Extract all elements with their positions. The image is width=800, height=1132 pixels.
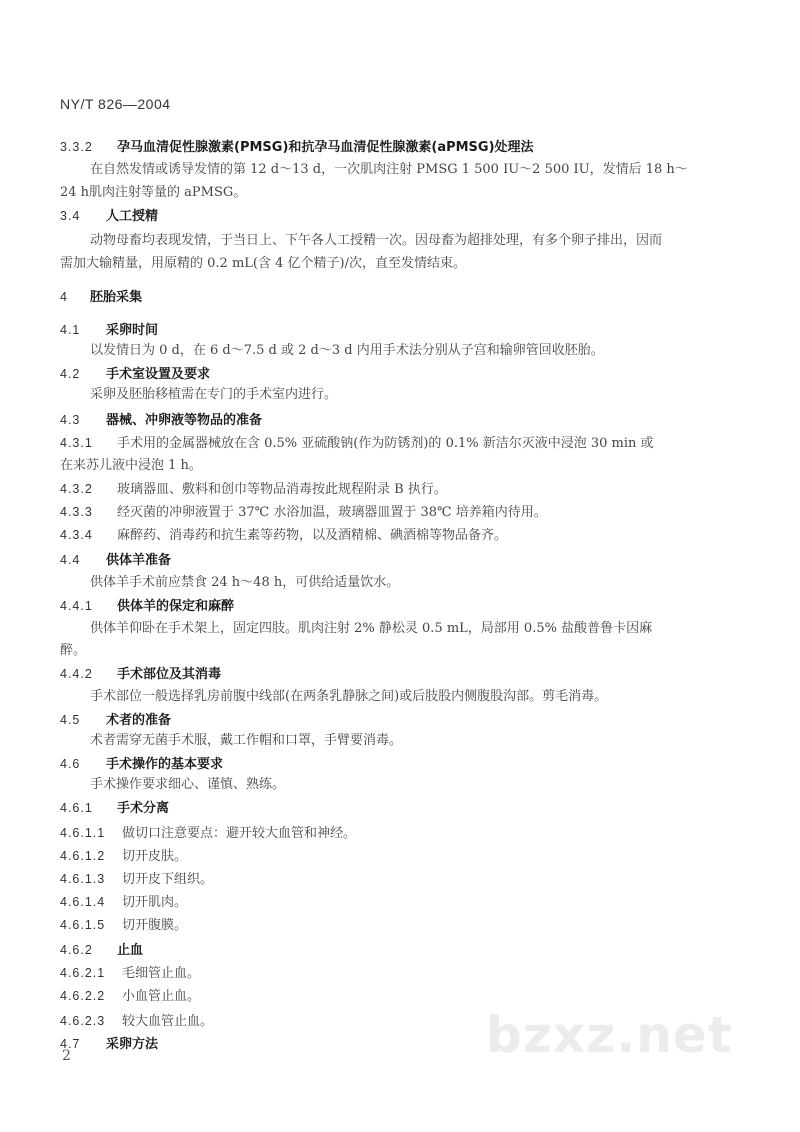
numbered-clause [60, 868, 750, 891]
section-number: 4.2 [60, 367, 81, 381]
section-heading [60, 136, 750, 159]
clause-number: 4.6.1.1 [60, 826, 106, 840]
numbered-clause [60, 845, 750, 868]
standard-code: NY/T 826—2004 [60, 96, 171, 112]
numbered-clause [60, 891, 750, 914]
section-heading [60, 363, 750, 386]
section-number: 4.6.2 [60, 943, 93, 957]
clause-text: 切开皮肤。 [122, 849, 188, 864]
numbered-clause [60, 822, 750, 845]
clause-text: 切开肌肉。 [122, 895, 188, 910]
numbered-clause [60, 478, 750, 501]
paragraph-continuation: 24 h肌肉注射等量的 aPMSG。 [60, 185, 247, 200]
section-heading [60, 595, 750, 618]
section-title: 手术分离 [117, 801, 170, 816]
paragraph-line: 术者需穿无菌手术服，戴工作帽和口罩，手臂要消毒。 [90, 733, 403, 748]
section-heading [60, 205, 750, 228]
paragraph-line: 手术操作要求细心、谨慎、熟练。 [90, 777, 286, 792]
section-title: 供体羊准备 [106, 553, 172, 568]
clause-text: 麻醉药、消毒药和抗生素等药物，以及酒精棉、碘酒棉等物品备齐。 [117, 528, 508, 543]
section-number: 4.4 [60, 553, 81, 567]
section-number: 4.3 [60, 413, 81, 427]
section-heading [60, 286, 750, 309]
section-title: 手术室设置及要求 [106, 367, 211, 382]
clause-text: 毛细管止血。 [122, 966, 201, 981]
clause-text: 切开皮下组织。 [122, 872, 214, 887]
clause-text: 小血管止血。 [122, 989, 201, 1004]
clause-number: 4.6.1.5 [60, 918, 106, 932]
paragraph-line: 在自然发情或诱导发情的第 12 d～13 d，一次肌肉注射 PMSG 1 500 IU～2 500 IU，发情后 18 h～ [90, 162, 688, 177]
section-heading [60, 939, 750, 962]
clause-text: 手术用的金属器械放在含 0.5% 亚硫酸钠(作为防锈剂)的 0.1% 新洁尔灭液中浸泡 30 min 或 [117, 436, 654, 451]
clause-number: 4.6.2.2 [60, 989, 106, 1003]
clause-text: 玻璃器皿、敷料和创巾等物品消毒按此规程附录 B 执行。 [117, 482, 447, 497]
clause-number: 4.3.4 [60, 528, 93, 542]
clause-number: 4.6.1.4 [60, 895, 106, 909]
clause-number: 4.3.3 [60, 505, 93, 519]
paragraph-continuation: 在来苏儿液中浸泡 1 h。 [60, 458, 202, 473]
clause-text: 较大血管止血。 [122, 1014, 214, 1029]
numbered-clause [60, 914, 750, 937]
watermark: bzxz.net [486, 1006, 733, 1064]
section-title: 术者的准备 [106, 713, 172, 728]
section-title: 胚胎采集 [90, 290, 143, 305]
clause-text: 经灭菌的冲卵液置于 37℃ 水浴加温，玻璃器皿置于 38℃ 培养箱内待用。 [117, 505, 547, 520]
section-heading [60, 753, 750, 776]
paragraph-line: 手术部位一般选择乳房前腹中线部(在两条乳静脉之间)或后肢股内侧腹股沟部。剪毛消毒。 [90, 689, 608, 704]
paragraph-continuation: 需加大输精量，用原精的 0.2 mL(含 4 亿个精子)/次，直至发情结束。 [60, 256, 466, 271]
clause-text: 切开腹膜。 [122, 918, 188, 933]
section-number: 4.7 [60, 1037, 81, 1051]
clause-number: 4.6.1.3 [60, 872, 106, 886]
section-title: 供体羊的保定和麻醉 [117, 599, 235, 614]
section-heading [60, 409, 750, 432]
numbered-clause [60, 962, 750, 985]
page-number: 2 [62, 1048, 71, 1064]
section-title: 手术部位及其消毒 [117, 667, 222, 682]
section-title: 器械、冲卵液等物品的准备 [106, 413, 263, 428]
numbered-clause [60, 501, 750, 524]
section-number: 4.4.1 [60, 599, 93, 613]
section-number: 4.6 [60, 757, 81, 771]
section-number: 4.4.2 [60, 667, 93, 681]
clause-number: 4.6.1.2 [60, 849, 106, 863]
section-heading [60, 709, 750, 732]
section-number: 3.3.2 [60, 140, 93, 154]
numbered-clause [60, 985, 750, 1008]
section-heading [60, 663, 750, 686]
section-title: 采卵方法 [106, 1037, 159, 1052]
clause-number: 4.6.2.3 [60, 1014, 106, 1028]
section-heading [60, 797, 750, 820]
section-number: 4.1 [60, 323, 81, 337]
paragraph-continuation: 醉。 [60, 643, 87, 658]
section-title: 手术操作的基本要求 [106, 757, 224, 772]
section-title: 人工授精 [106, 209, 159, 224]
clause-number: 4.6.2.1 [60, 966, 106, 980]
section-number: 3.4 [60, 209, 81, 223]
paragraph-line: 供体羊仰卧在手术架上，固定四肢。肌肉注射 2% 静松灵 0.5 mL，局部用 0.5% 盐酸普鲁卡因麻 [90, 621, 653, 636]
section-number: 4.6.1 [60, 801, 93, 815]
paragraph-line: 供体羊手术前应禁食 24 h～48 h，可供给适量饮水。 [90, 575, 400, 590]
clause-number: 4.3.1 [60, 436, 93, 450]
paragraph-line: 动物母畜均表现发情，于当日上、下午各人工授精一次。因母畜为超排处理，有多个卵子排出，因而 [90, 233, 663, 248]
clause-number: 4.3.2 [60, 482, 93, 496]
numbered-clause [60, 432, 750, 455]
section-heading [60, 549, 750, 572]
section-title: 孕马血清促性腺激素(PMSG)和抗孕马血清促性腺激素(aPMSG)处理法 [117, 140, 534, 155]
section-title: 止血 [117, 943, 144, 958]
paragraph-line: 采卵及胚胎移植需在专门的手术室内进行。 [90, 387, 338, 402]
section-number: 4 [60, 290, 68, 304]
section-heading [60, 319, 750, 342]
clause-text: 做切口注意要点：避开较大血管和神经。 [122, 826, 357, 841]
section-number: 4.5 [60, 713, 81, 727]
section-title: 采卵时间 [106, 323, 159, 338]
numbered-clause [60, 524, 750, 547]
paragraph-line: 以发情日为 0 d，在 6 d～7.5 d 或 2 d～3 d 内用手术法分别从子宫和输卵管回收胚胎。 [90, 343, 604, 358]
